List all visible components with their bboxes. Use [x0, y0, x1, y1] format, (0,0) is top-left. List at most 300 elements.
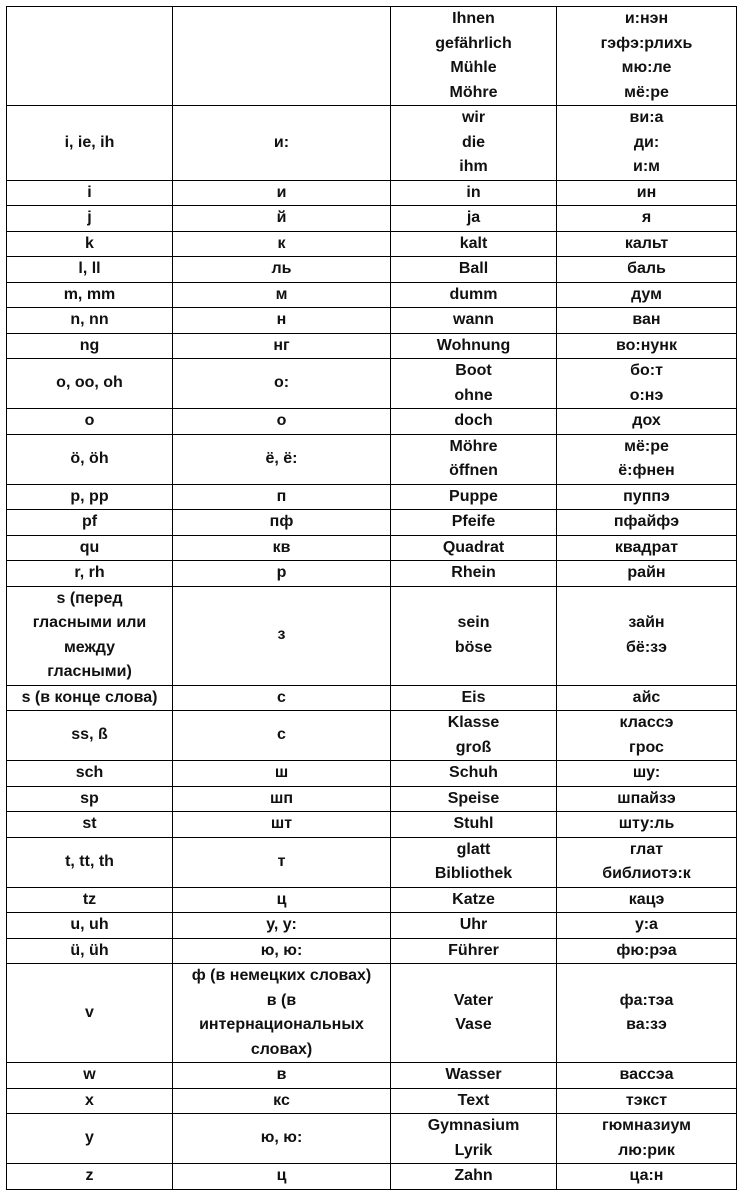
example-text: groß: [455, 738, 492, 756]
sound-cell: [173, 685, 391, 711]
example-cell: [391, 685, 557, 711]
example-text: Eis: [461, 688, 486, 706]
transcription-text: шпайзэ: [617, 789, 676, 807]
letter-text: p, pp: [70, 487, 109, 505]
example-text: wir: [461, 109, 486, 126]
sound-cell: [173, 786, 391, 812]
letter-cell: [7, 257, 173, 283]
letter-cell: [7, 231, 173, 257]
sound-cell: [173, 938, 391, 964]
transcription-cell: [557, 409, 737, 435]
example-text: ja: [466, 209, 481, 226]
sound-text: ш: [274, 764, 289, 781]
example-text: Bibliothek: [434, 865, 513, 882]
letter-text: ö, öh: [70, 449, 109, 467]
example-cell: [391, 1164, 557, 1190]
example-cell: [391, 308, 557, 334]
transcription-text: айс: [632, 688, 661, 706]
sound-text: и: [276, 183, 287, 201]
sound-cell: [173, 7, 391, 106]
sound-text: о: [276, 412, 287, 429]
sound-cell: [173, 206, 391, 232]
letter-cell: [7, 434, 173, 484]
transcription-text: гэфэ:рлихь: [600, 34, 693, 52]
example-text: Möhre: [449, 83, 498, 101]
sound-text: ль: [271, 260, 292, 277]
sound-text: р: [276, 564, 287, 581]
sound-text: интернациональных: [199, 1016, 364, 1033]
transcription-cell: [557, 333, 737, 359]
transcription-cell: [557, 206, 737, 232]
transcription-cell: [557, 561, 737, 587]
letter-text: pf: [81, 513, 98, 530]
sound-text: м: [275, 285, 288, 303]
letter-text: qu: [79, 538, 100, 556]
table-row: [7, 333, 737, 359]
sound-cell: [173, 887, 391, 913]
sound-text: пф: [269, 513, 294, 530]
letter-cell: [7, 938, 173, 964]
letter-text: j: [87, 209, 92, 226]
table-row: [7, 510, 737, 536]
table-row: [7, 685, 737, 711]
sound-cell: [173, 257, 391, 283]
transcription-text: ё:фнен: [618, 462, 675, 479]
table-row: [7, 1114, 737, 1164]
table-row: [7, 964, 737, 1063]
sound-cell: [173, 484, 391, 510]
example-text: Möhre: [449, 437, 498, 455]
transcription-cell: [557, 510, 737, 536]
letter-text: n, nn: [70, 311, 109, 328]
transcription-text: баль: [627, 260, 666, 277]
sound-text: к: [277, 234, 286, 252]
example-cell: [391, 1088, 557, 1114]
sound-cell: [173, 1088, 391, 1114]
table-row: [7, 308, 737, 334]
table-row: [7, 1063, 737, 1089]
transcription-text: кацэ: [628, 890, 665, 908]
example-cell: [391, 938, 557, 964]
sound-cell: [173, 106, 391, 181]
letter-text: x: [85, 1091, 94, 1109]
table-row: [7, 359, 737, 409]
letter-text: t, tt, th: [65, 852, 114, 870]
letter-text: m, mm: [63, 285, 116, 303]
letter-text: sch: [75, 764, 104, 781]
letter-text: s (в конце слова): [21, 688, 158, 706]
sound-text: кс: [273, 1091, 290, 1109]
transcription-text: бо:т: [630, 362, 663, 379]
sound-cell: [173, 812, 391, 838]
sound-cell: [173, 711, 391, 761]
transcription-cell: [557, 484, 737, 510]
example-text: Pfeife: [451, 513, 496, 530]
example-text: Wohnung: [436, 336, 511, 354]
example-cell: [391, 711, 557, 761]
transcription-cell: [557, 106, 737, 181]
sound-cell: [173, 409, 391, 435]
transcription-text: зайн: [628, 614, 665, 631]
table-row: [7, 812, 737, 838]
example-text: Speise: [447, 789, 500, 807]
example-text: Boot: [455, 362, 492, 379]
letter-cell: [7, 180, 173, 206]
transcription-text: ин: [636, 183, 657, 201]
example-cell: [391, 434, 557, 484]
example-cell: [391, 1114, 557, 1164]
sound-text: у, у:: [266, 916, 297, 933]
letter-cell: [7, 1063, 173, 1089]
transcription-cell: [557, 7, 737, 106]
example-cell: [391, 913, 557, 939]
example-text: glatt: [456, 840, 491, 858]
transcription-cell: [557, 1164, 737, 1190]
pronunciation-table: [6, 6, 737, 1190]
example-cell: [391, 561, 557, 587]
example-text: Mühle: [450, 59, 497, 76]
letter-text: ü, üh: [70, 941, 109, 959]
letter-text: u, uh: [70, 916, 109, 933]
letter-text: w: [83, 1066, 96, 1083]
transcription-text: во:нунк: [616, 336, 677, 354]
letter-cell: [7, 359, 173, 409]
example-cell: [391, 257, 557, 283]
transcription-text: пфайфэ: [613, 513, 680, 530]
example-cell: [391, 359, 557, 409]
sound-text: и:: [273, 133, 290, 151]
example-cell: [391, 535, 557, 561]
example-cell: [391, 837, 557, 887]
sound-text: в (в: [266, 991, 297, 1009]
example-text: Rhein: [451, 564, 496, 581]
table-row: [7, 434, 737, 484]
sound-cell: [173, 510, 391, 536]
transcription-text: вассэа: [619, 1066, 674, 1083]
example-text: Klasse: [447, 714, 500, 731]
letter-cell: [7, 282, 173, 308]
sound-text: в: [276, 1066, 287, 1083]
example-text: Ihnen: [452, 10, 495, 27]
transcription-text: я: [641, 209, 652, 226]
example-cell: [391, 180, 557, 206]
transcription-text: ван: [632, 311, 661, 328]
transcription-text: глат: [629, 840, 664, 858]
letter-cell: [7, 786, 173, 812]
letter-text: v: [85, 1003, 94, 1021]
example-cell: [391, 484, 557, 510]
letter-cell: [7, 685, 173, 711]
sound-text: ц: [276, 1167, 287, 1184]
letter-cell: [7, 333, 173, 359]
table-row: [7, 1164, 737, 1190]
transcription-text: ви:а: [629, 109, 664, 126]
example-text: doch: [454, 412, 493, 429]
sound-cell: [173, 434, 391, 484]
sound-cell: [173, 913, 391, 939]
example-cell: [391, 786, 557, 812]
transcription-text: ца:н: [629, 1167, 664, 1184]
transcription-text: шу:: [632, 764, 661, 781]
table-row: [7, 887, 737, 913]
transcription-text: пуппэ: [623, 487, 670, 505]
sound-text: нг: [273, 336, 290, 354]
example-text: böse: [454, 638, 493, 656]
sound-text: з: [277, 626, 286, 644]
letter-cell: [7, 837, 173, 887]
sound-cell: [173, 586, 391, 685]
transcription-cell: [557, 887, 737, 913]
letter-text: i: [87, 183, 92, 201]
example-text: Katze: [452, 890, 495, 908]
sound-text: п: [276, 487, 287, 505]
transcription-text: фа:тэа: [619, 991, 674, 1009]
letter-cell: [7, 812, 173, 838]
letter-text: st: [82, 815, 97, 832]
example-text: in: [466, 183, 481, 201]
transcription-cell: [557, 685, 737, 711]
letter-text: y: [85, 1129, 94, 1147]
transcription-text: и:нэн: [624, 10, 669, 27]
example-cell: [391, 887, 557, 913]
sound-text: ц: [276, 890, 287, 908]
example-cell: [391, 586, 557, 685]
transcription-text: у:а: [635, 916, 658, 933]
letter-text: i, ie, ih: [64, 133, 115, 151]
example-text: Vase: [455, 1016, 492, 1033]
example-cell: [391, 812, 557, 838]
letter-cell: [7, 308, 173, 334]
letter-text: k: [85, 234, 94, 252]
example-cell: [391, 964, 557, 1063]
transcription-text: библиотэ:к: [602, 865, 691, 882]
example-text: Stuhl: [453, 815, 494, 832]
example-cell: [391, 7, 557, 106]
transcription-cell: [557, 964, 737, 1063]
example-text: ohne: [454, 386, 493, 404]
transcription-cell: [557, 1114, 737, 1164]
transcription-cell: [557, 535, 737, 561]
transcription-text: райн: [627, 564, 666, 581]
sound-cell: [173, 231, 391, 257]
transcription-text: классэ: [619, 714, 674, 731]
transcription-cell: [557, 812, 737, 838]
example-text: die: [461, 133, 486, 151]
example-text: Zahn: [454, 1167, 493, 1184]
example-text: kalt: [459, 234, 488, 252]
transcription-text: мё:ре: [624, 83, 669, 101]
example-cell: [391, 231, 557, 257]
sound-cell: [173, 1063, 391, 1089]
example-cell: [391, 409, 557, 435]
table-row: [7, 7, 737, 106]
example-text: Führer: [448, 941, 499, 959]
sound-cell: [173, 1164, 391, 1190]
table-row: [7, 711, 737, 761]
transcription-cell: [557, 1063, 737, 1089]
table-row: [7, 786, 737, 812]
sound-text: ф (в немецких словах): [191, 967, 372, 984]
transcription-text: мё:ре: [624, 437, 669, 455]
letter-text: sp: [80, 789, 99, 807]
letter-text: гласными или: [32, 614, 147, 631]
table-row: [7, 484, 737, 510]
transcription-text: фю:рэа: [616, 941, 677, 959]
transcription-cell: [557, 761, 737, 787]
table-row: [7, 180, 737, 206]
sound-text: шт: [270, 815, 293, 832]
example-cell: [391, 510, 557, 536]
letter-cell: [7, 964, 173, 1063]
sound-text: о:: [273, 374, 290, 392]
table-row: [7, 913, 737, 939]
sound-cell: [173, 535, 391, 561]
example-text: dumm: [449, 285, 498, 303]
sound-text: ю, ю:: [260, 941, 303, 959]
letter-text: o, oo, oh: [56, 374, 123, 392]
letter-text: гласными): [47, 663, 132, 680]
transcription-text: квадрат: [614, 538, 679, 556]
sound-text: ё, ё:: [265, 449, 298, 467]
letter-text: между: [63, 638, 116, 656]
letter-cell: [7, 409, 173, 435]
sound-cell: [173, 837, 391, 887]
letter-cell: [7, 484, 173, 510]
sound-text: т: [277, 852, 286, 870]
example-text: Uhr: [459, 916, 488, 933]
transcription-text: кальт: [624, 234, 669, 252]
transcription-cell: [557, 180, 737, 206]
example-text: Quadrat: [442, 538, 505, 556]
sound-text: н: [276, 311, 287, 328]
transcription-text: дум: [631, 285, 662, 303]
transcription-cell: [557, 586, 737, 685]
letter-cell: [7, 887, 173, 913]
letter-cell: [7, 913, 173, 939]
table-row: [7, 535, 737, 561]
sound-cell: [173, 333, 391, 359]
example-text: Puppe: [449, 487, 498, 505]
example-text: Lyrik: [454, 1141, 493, 1159]
letter-cell: [7, 510, 173, 536]
example-cell: [391, 206, 557, 232]
table-row: [7, 282, 737, 308]
example-text: gefährlich: [435, 34, 512, 52]
transcription-cell: [557, 711, 737, 761]
letter-cell: [7, 1164, 173, 1190]
sound-text: ю, ю:: [260, 1129, 303, 1147]
table-row: [7, 106, 737, 181]
table-row: [7, 837, 737, 887]
transcription-cell: [557, 786, 737, 812]
transcription-text: о:нэ: [629, 386, 664, 404]
transcription-text: ди:: [633, 133, 660, 151]
transcription-text: шту:ль: [618, 815, 675, 832]
letter-text: r, rh: [74, 564, 105, 581]
example-text: Text: [457, 1091, 490, 1109]
letter-cell: [7, 535, 173, 561]
transcription-cell: [557, 282, 737, 308]
sound-text: шп: [270, 789, 293, 807]
sound-cell: [173, 761, 391, 787]
example-text: Wasser: [445, 1066, 502, 1083]
example-text: Ball: [458, 260, 489, 277]
table-row: [7, 231, 737, 257]
letter-text: l, ll: [78, 260, 101, 277]
letter-text: tz: [82, 890, 97, 908]
example-text: Gymnasium: [427, 1117, 520, 1134]
transcription-text: и:м: [633, 158, 660, 175]
letter-cell: [7, 7, 173, 106]
letter-cell: [7, 586, 173, 685]
sound-cell: [173, 308, 391, 334]
table-body: [7, 7, 737, 1190]
example-cell: [391, 761, 557, 787]
letter-text: s (перед: [56, 589, 123, 607]
transcription-cell: [557, 913, 737, 939]
table-row: [7, 761, 737, 787]
transcription-cell: [557, 1088, 737, 1114]
table-row: [7, 206, 737, 232]
sound-text: кв: [272, 538, 291, 556]
letter-text: ng: [79, 336, 100, 354]
letter-text: o: [84, 412, 95, 429]
example-cell: [391, 106, 557, 181]
example-cell: [391, 333, 557, 359]
table-row: [7, 257, 737, 283]
transcription-text: грос: [629, 738, 664, 756]
transcription-text: лю:рик: [618, 1141, 675, 1159]
sound-cell: [173, 1114, 391, 1164]
sound-cell: [173, 180, 391, 206]
letter-cell: [7, 711, 173, 761]
example-text: öffnen: [449, 462, 498, 479]
sound-cell: [173, 964, 391, 1063]
sound-text: й: [276, 209, 287, 226]
example-cell: [391, 1063, 557, 1089]
example-text: wann: [453, 311, 494, 328]
transcription-text: тэкст: [625, 1091, 668, 1109]
sound-text: словах): [250, 1040, 313, 1058]
transcription-cell: [557, 308, 737, 334]
sound-cell: [173, 359, 391, 409]
transcription-cell: [557, 837, 737, 887]
example-text: Vater: [453, 991, 494, 1009]
sound-cell: [173, 282, 391, 308]
transcription-text: дох: [632, 412, 661, 429]
letter-text: ss, ß: [71, 726, 108, 744]
example-text: Schuh: [449, 764, 498, 781]
table-row: [7, 938, 737, 964]
transcription-text: мю:ле: [621, 59, 672, 76]
sound-text: с: [277, 688, 286, 706]
table-row: [7, 561, 737, 587]
transcription-text: бё:зэ: [626, 638, 667, 656]
example-text: sein: [457, 614, 490, 631]
letter-cell: [7, 206, 173, 232]
letter-cell: [7, 561, 173, 587]
transcription-cell: [557, 359, 737, 409]
transcription-cell: [557, 257, 737, 283]
transcription-text: гюмназиум: [601, 1117, 692, 1134]
letter-text: z: [85, 1167, 94, 1184]
example-cell: [391, 282, 557, 308]
transcription-text: ва:зэ: [626, 1016, 667, 1033]
letter-cell: [7, 761, 173, 787]
example-text: ihm: [459, 158, 488, 175]
sound-text: с: [277, 726, 286, 744]
letter-cell: [7, 106, 173, 181]
